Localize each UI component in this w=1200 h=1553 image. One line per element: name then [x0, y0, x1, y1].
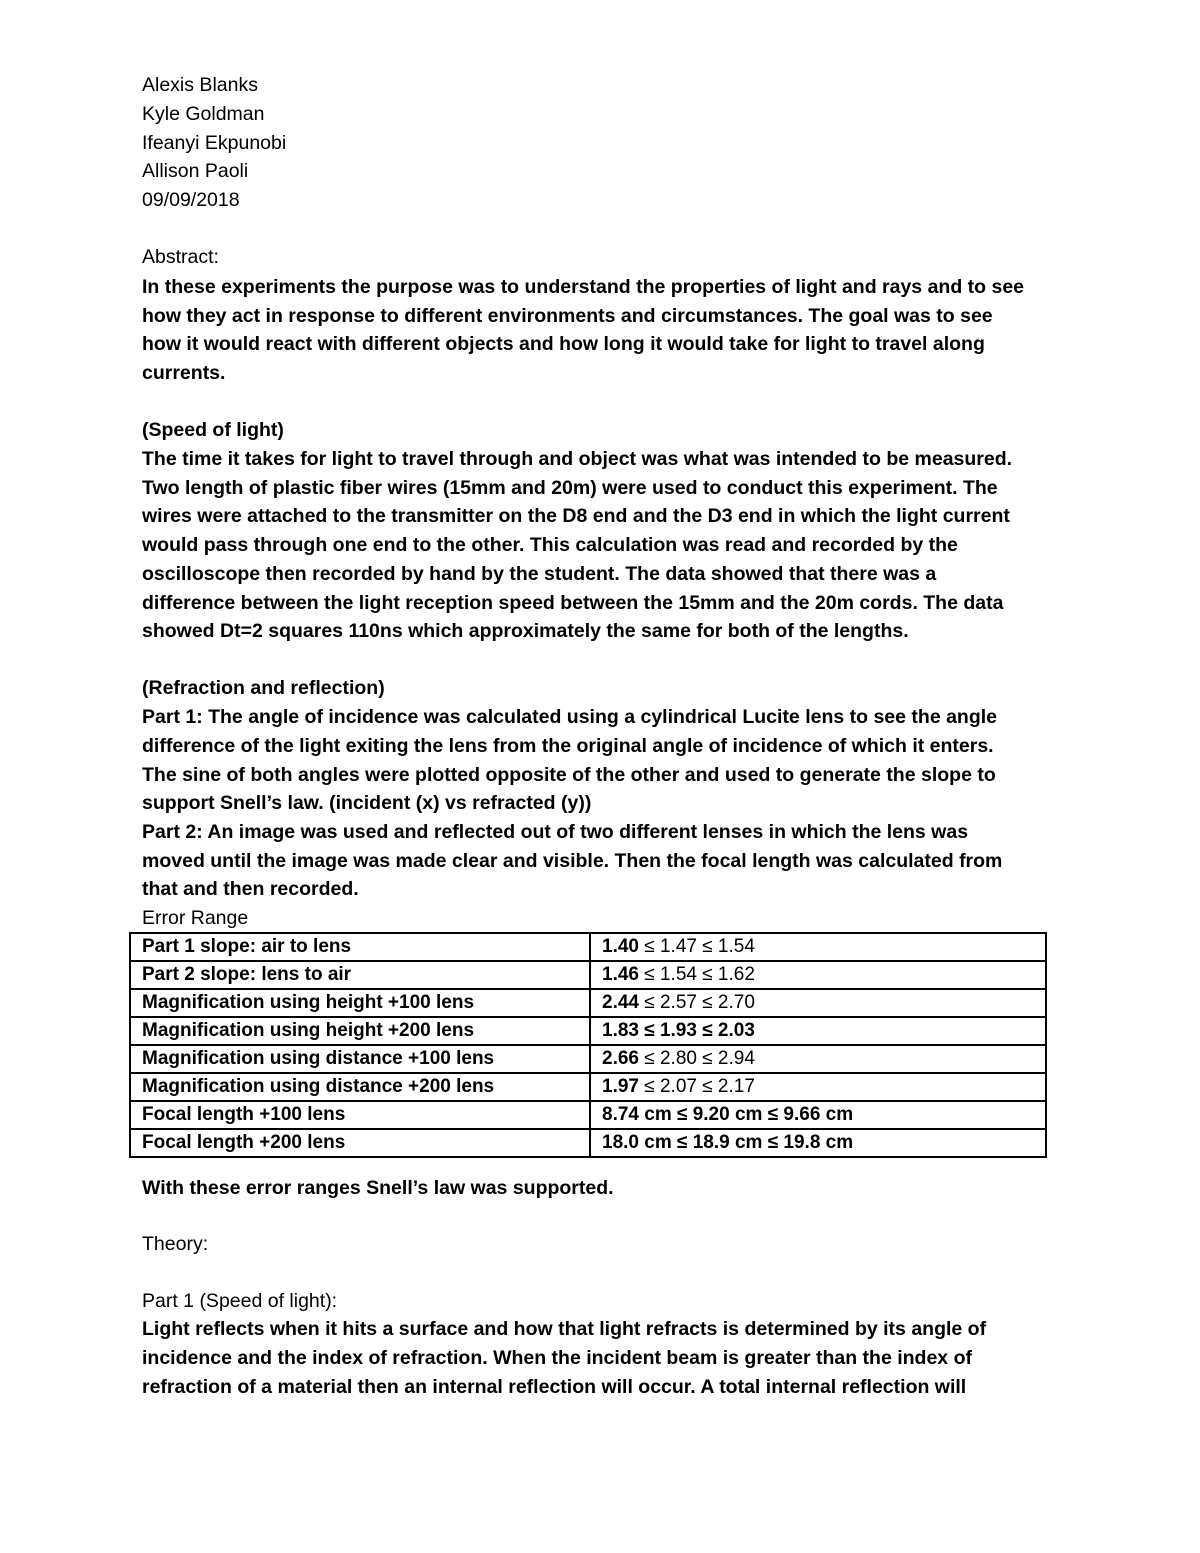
table-row	[130, 933, 1046, 961]
theory-line: refraction of a material then an internal reflection will occur. A total internal reflection will	[142, 1376, 967, 1398]
table-row	[130, 1017, 1046, 1045]
speed-line: oscilloscope then recorded by hand by the student. The data showed that there was a	[142, 563, 937, 585]
row-range: 1.46 ≤ 1.54 ≤ 1.62	[590, 961, 1046, 989]
error-range-heading: Error Range	[142, 907, 249, 929]
author-name: Kyle Goldman	[142, 103, 265, 125]
refraction-line: The sine of both angles were plotted opposite of the other and used to generate the slope to	[142, 764, 996, 786]
abstract-line: In these experiments the purpose was to understand the properties of light and rays and to see	[142, 276, 1025, 298]
row-label: Magnification using distance +200 lens	[130, 1073, 590, 1101]
row-label: Magnification using distance +100 lens	[130, 1045, 590, 1073]
table-row	[130, 1045, 1046, 1073]
row-label: Part 2 slope: lens to air	[130, 961, 590, 989]
row-range: 18.0 cm ≤ 18.9 cm ≤ 19.8 cm	[590, 1129, 1046, 1157]
row-label: Magnification using height +200 lens	[130, 1017, 590, 1045]
speed-line: would pass through one end to the other. This calculation was read and recorded by the	[142, 534, 958, 556]
author-name: Alexis Blanks	[142, 74, 258, 96]
refraction-line: Part 1: The angle of incidence was calculated using a cylindrical Lucite lens to see the angle	[142, 706, 998, 728]
report-date: 09/09/2018	[142, 189, 240, 211]
theory-line: incidence and the index of refraction. When the incident beam is greater than the index of	[142, 1347, 972, 1369]
speed-line: wires were attached to the transmitter on the D8 end and the D3 end in which the light current	[142, 505, 1010, 527]
row-range: 1.40 ≤ 1.47 ≤ 1.54	[590, 933, 1046, 961]
error-range-conclusion: With these error ranges Snell’s law was supported.	[142, 1177, 614, 1199]
abstract-line: currents.	[142, 362, 226, 384]
row-range: 8.74 cm ≤ 9.20 cm ≤ 9.66 cm	[590, 1101, 1046, 1129]
refraction-line: that and then recorded.	[142, 878, 359, 900]
table-row	[130, 1073, 1046, 1101]
refraction-line: support Snell’s law. (incident (x) vs refracted (y))	[142, 792, 592, 814]
author-name: Ifeanyi Ekpunobi	[142, 132, 287, 154]
table-row	[130, 1129, 1046, 1157]
row-range: 2.66 ≤ 2.80 ≤ 2.94	[590, 1045, 1046, 1073]
table-row	[130, 961, 1046, 989]
speed-line: showed Dt=2 squares 110ns which approximately the same for both of the lengths.	[142, 620, 909, 642]
row-range: 1.97 ≤ 2.07 ≤ 2.17	[590, 1073, 1046, 1101]
speed-of-light-heading: (Speed of light)	[142, 419, 284, 441]
row-label: Focal length +200 lens	[130, 1129, 590, 1157]
refraction-line: Part 2: An image was used and reflected out of two different lenses in which the lens was	[142, 821, 969, 843]
row-label: Magnification using height +100 lens	[130, 989, 590, 1017]
table-row	[130, 1101, 1046, 1129]
row-label: Focal length +100 lens	[130, 1101, 590, 1129]
error-range-table	[129, 932, 1047, 1158]
theory-line: Light reflects when it hits a surface and how that light refracts is determined by its angle of	[142, 1318, 987, 1340]
abstract-heading: Abstract:	[142, 246, 219, 268]
refraction-line: difference of the light exiting the lens from the original angle of incidence of which it enters.	[142, 735, 994, 757]
author-name: Allison Paoli	[142, 160, 249, 182]
row-label: Part 1 slope: air to lens	[130, 933, 590, 961]
row-range: 1.83 ≤ 1.93 ≤ 2.03	[590, 1017, 1046, 1045]
speed-line: The time it takes for light to travel through and object was what was intended to be measured.	[142, 448, 1013, 470]
speed-line: difference between the light reception speed between the 15mm and the 20m cords. The data	[142, 592, 1004, 614]
theory-heading: Theory:	[142, 1233, 209, 1255]
refraction-heading: (Refraction and reflection)	[142, 677, 385, 699]
theory-part-heading: Part 1 (Speed of light):	[142, 1290, 338, 1312]
row-range: 2.44 ≤ 2.57 ≤ 2.70	[590, 989, 1046, 1017]
speed-line: Two length of plastic fiber wires (15mm and 20m) were used to conduct this experiment. The	[142, 477, 998, 499]
abstract-line: how it would react with different objects and how long it would take for light to travel along	[142, 333, 985, 355]
abstract-line: how they act in response to different environments and circumstances. The goal was to see	[142, 305, 993, 327]
table-row	[130, 989, 1046, 1017]
refraction-line: moved until the image was made clear and visible. Then the focal length was calculated from	[142, 850, 1003, 872]
